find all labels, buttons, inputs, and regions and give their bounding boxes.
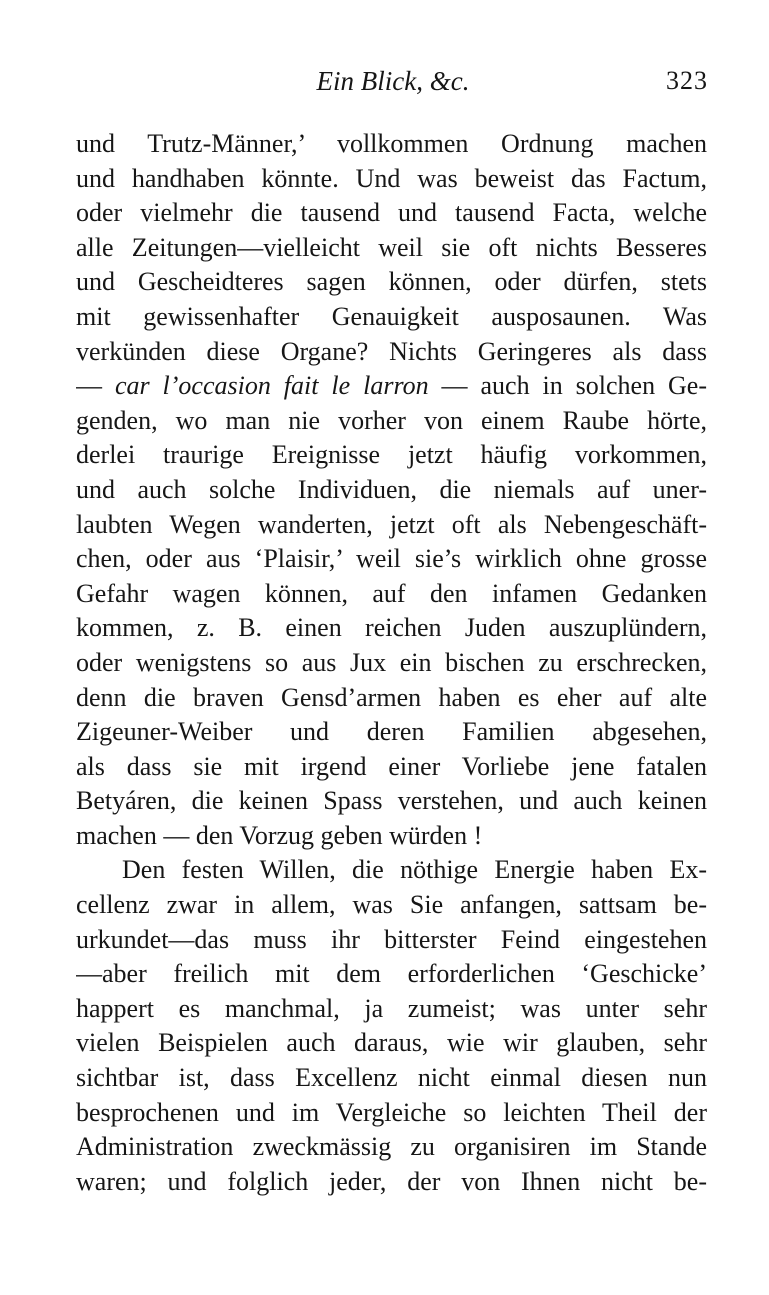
text-line: denn die braven Gensd’armen haben es eher auf alte xyxy=(76,682,707,712)
text-line: Den festen Willen, die nöthige Energie haben Ex- xyxy=(122,855,707,885)
text-line: besprochenen und im Vergleiche so leichten Theil der xyxy=(76,1097,707,1127)
page-number: 323 xyxy=(666,66,708,95)
text-line: verkünden diese Organe? Nichts Geringeres als dass xyxy=(76,336,707,366)
text-line: Zigeuner-Weiber und deren Familien abgesehen, xyxy=(76,717,707,747)
text-line: —aber freilich mit dem erforderlichen ‘Geschicke’ xyxy=(76,959,707,989)
italic-phrase: car l’occasion fait le larron xyxy=(114,371,429,401)
text-line: als dass sie mit irgend einer Vorliebe jene fatalen xyxy=(76,751,707,781)
text-line: oder wenigstens so aus Jux ein bischen zu erschrecken, xyxy=(76,647,707,677)
text-line: und auch solche Individuen, die niemals auf uner- xyxy=(76,474,707,504)
text-line: laubten Wegen wanderten, jetzt oft als Nebengeschäft- xyxy=(76,509,707,539)
text-line: kommen, z. B. einen reichen Juden auszuplündern, xyxy=(76,613,707,643)
text-line: waren; und folglich jeder, der von Ihnen nicht be- xyxy=(76,1166,707,1196)
text-line: derlei traurige Ereignisse jetzt häufig vorkommen, xyxy=(76,440,707,470)
text-line: happert es manchmal, ja zumeist; was unter sehr xyxy=(76,993,707,1023)
text-line: vielen Beispielen auch daraus, wie wir glauben, sehr xyxy=(76,1028,707,1058)
text-line: oder vielmehr die tausend und tausend Facta, welche xyxy=(76,198,707,228)
text-line: Gefahr wagen können, auf den infamen Gedanken xyxy=(76,578,707,608)
running-head xyxy=(78,62,708,102)
running-title: Ein Blick, &c. xyxy=(316,66,470,96)
text-line: urkundet—das muss ihr bitterster Feind eingestehen xyxy=(76,924,707,954)
text-line: und handhaben könnte. Und was beweist das Factum, xyxy=(76,163,707,193)
text-line: und Trutz-Männer,’ vollkommen Ordnung machen xyxy=(76,129,707,158)
body-text xyxy=(76,127,707,1199)
text-line: chen, oder aus ‘Plaisir,’ weil sie’s wirklich ohne grosse xyxy=(76,544,707,574)
text-line: und Gescheidteres sagen können, oder dürfen, stets xyxy=(76,267,707,297)
text-run: — auch in solchen Ge- xyxy=(428,371,707,401)
text-line xyxy=(76,369,707,404)
text-line: alle Zeitungen—vielleicht weil sie oft nichts Besseres xyxy=(76,232,707,262)
text-line: Betyáren, die keinen Spass verstehen, und auch keinen xyxy=(76,786,707,816)
text-line: machen — den Vorzug geben würden ! xyxy=(76,820,483,850)
text-line: genden, wo man nie vorher von einem Raube hörte, xyxy=(76,405,707,435)
text-run: — xyxy=(76,371,115,401)
text-line: Administration zweckmässig zu organisiren im Stande xyxy=(76,1132,707,1162)
text-line: cellenz zwar in allem, was Sie anfangen, sattsam be- xyxy=(76,890,707,920)
text-line: mit gewissenhafter Genauigkeit ausposaunen. Was xyxy=(76,301,707,331)
text-line: sichtbar ist, dass Excellenz nicht einmal diesen nun xyxy=(76,1063,707,1093)
